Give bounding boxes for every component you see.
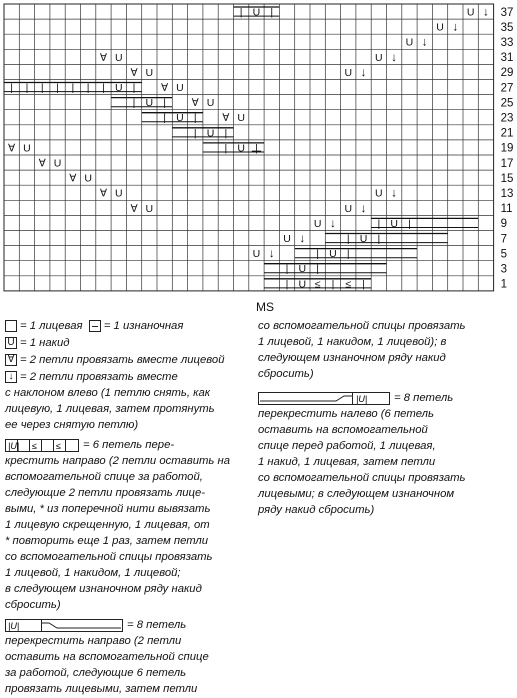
chart-symbol-k: | bbox=[10, 81, 14, 94]
chart-symbol-k2tog: ∀ bbox=[130, 66, 138, 79]
chart-symbol-yo: U bbox=[237, 112, 245, 125]
chart-symbol-k: | bbox=[25, 81, 29, 94]
chart-symbol-k: | bbox=[270, 6, 274, 19]
chart-symbol-k: | bbox=[377, 232, 381, 245]
chart-symbol-k: | bbox=[224, 127, 228, 140]
k2tog-icon: ∀ bbox=[5, 354, 17, 366]
chart-symbol-ssk: ↓ bbox=[360, 200, 367, 215]
row-number: 21 bbox=[500, 127, 514, 140]
yarn-over-icon: U bbox=[5, 337, 17, 349]
legend-right-continuation: со вспомогательной спицы провязать 1 лицевой, 1 накидом, 1 лицевой); в следующем изнаночном ряду накид сбросить) bbox=[258, 320, 466, 380]
chart-symbol-k2tog: ∀ bbox=[38, 157, 46, 170]
chart-symbol-k: | bbox=[331, 278, 335, 291]
chart-symbol-k2tog: ∀ bbox=[69, 172, 77, 185]
chart-symbol-k: | bbox=[224, 142, 228, 155]
chart-symbol-yo: U bbox=[176, 81, 184, 94]
legend-cross8-right: |U| = 8 петель перекрестить направо (2 петли оставить на вспомогательной спице за работой, следующие 6 петель провязать лицевыми, затем петли bbox=[5, 619, 209, 695]
row-number: 19 bbox=[500, 142, 514, 155]
chart-symbol-k: | bbox=[346, 232, 350, 245]
chart-symbol-ssk: ↓ bbox=[329, 215, 336, 230]
legend-ssk: ↓ = 2 петли провязать вместе с наклоном влево (1 петлю снять, как лицевую, 1 лицевая, затем протянуть ее через снятую петлю) bbox=[5, 371, 215, 431]
chart-symbol-yo: U bbox=[375, 187, 383, 200]
chart-symbol-k: | bbox=[285, 278, 289, 291]
chart-symbol-k2tog: ∀ bbox=[99, 187, 108, 200]
chart-symbol-k: | bbox=[163, 112, 167, 125]
chart-symbol-k: | bbox=[132, 97, 136, 110]
chart-symbol-k2tog: ∀ bbox=[222, 112, 230, 125]
chart-symbol-k2tog: ∀ bbox=[161, 81, 169, 94]
chart-symbol-k: | bbox=[56, 81, 59, 94]
chart-symbol-k: | bbox=[408, 217, 411, 230]
chart-symbol-yo: U bbox=[252, 248, 261, 261]
chart-symbol-ssk: ↓ bbox=[360, 64, 367, 79]
row-number: 37 bbox=[500, 6, 514, 19]
chart-title: MS bbox=[256, 300, 274, 314]
row-number: 3 bbox=[500, 263, 508, 276]
cross6-icon bbox=[5, 439, 79, 452]
chart-symbol-k: | bbox=[193, 112, 197, 125]
chart-symbol-yo: U bbox=[206, 97, 215, 110]
chart-symbol-ssk: ↓ bbox=[268, 246, 275, 261]
chart-symbol-k: | bbox=[71, 81, 75, 94]
chart-symbol-yo: U bbox=[206, 127, 215, 140]
chart-symbol-yo: U bbox=[145, 66, 154, 79]
chart-symbol-yo: U bbox=[298, 278, 307, 291]
row-number: 17 bbox=[500, 157, 514, 170]
chart-symbol-k2tog: ∀ bbox=[191, 97, 199, 110]
chart-symbol-yo: U bbox=[145, 97, 154, 110]
row-number: 27 bbox=[500, 82, 514, 95]
chart-symbol-twist: ≤ bbox=[345, 278, 352, 291]
chart-symbol-yo: U bbox=[237, 142, 245, 155]
row-number: 11 bbox=[500, 203, 513, 216]
row-number: 13 bbox=[500, 187, 514, 200]
chart-symbol-yo: U bbox=[145, 202, 154, 215]
chart-symbol-yo: U bbox=[344, 202, 353, 215]
chart-symbol-k: | bbox=[86, 81, 90, 94]
chart-symbol-yo: U bbox=[23, 142, 31, 155]
legend-left bbox=[5, 318, 255, 698]
chart-symbol-yo: U bbox=[466, 6, 475, 19]
chart-symbol-ssk: ↓ bbox=[299, 230, 306, 245]
legend-yo-row: U = 1 накид bbox=[5, 335, 255, 351]
chart-symbol-k: | bbox=[285, 263, 289, 276]
chart-symbol-ssk: ↓ bbox=[391, 49, 398, 64]
chart-symbol-yo: U bbox=[390, 217, 398, 230]
chart-symbol-yo: U bbox=[53, 157, 62, 170]
chart-symbol-k: | bbox=[346, 248, 350, 261]
legend-cross6: |U| ≤ ≤ = 6 петель пере- крестить направо (2 петли оставить на вспомогательной спице за работой, следующие 2 петли провязать лице- выми, * из поперечной нити вывязать 1 лицевую скрещенную, 1 лицевая, от * повторить еще 1 раз, затем петли со вспомогательной спицы провязать 1 лицевой, 1 накидом, 1 лицевой; в следующем изнаночном ряду накид сбросить) bbox=[5, 439, 231, 611]
legend-right bbox=[258, 318, 513, 519]
row-number: 9 bbox=[500, 218, 508, 231]
ssk-icon: ↓ bbox=[5, 371, 17, 383]
chart-symbol-yo: U bbox=[344, 66, 353, 79]
chart-symbol-k2tog: ∀ bbox=[130, 202, 138, 215]
chart-symbol-k2tog: ∀ bbox=[99, 51, 108, 64]
chart-symbol-ssk: ↓ bbox=[482, 4, 489, 19]
chart-symbol-yo: U bbox=[359, 232, 368, 245]
svg-text:|U|: |U| bbox=[8, 620, 20, 631]
knit-icon bbox=[5, 320, 17, 332]
chart-symbol-yo: U bbox=[283, 232, 291, 245]
svg-text:≤: ≤ bbox=[56, 440, 61, 451]
chart-symbol-yo: U bbox=[405, 36, 414, 49]
chart-symbol-yo: U bbox=[114, 81, 123, 94]
legend-cross8-left: |U| = 8 петель перекрестить налево (6 петель оставить на вспомогательной спице перед работой, 1 лицевая, 1 накид, 1 лицевая, затем петли со вспомогательной спицы провязать лицевыми; в следующем изнаночном ряду накид сбросить) bbox=[258, 392, 466, 516]
chart-symbol-k: | bbox=[239, 6, 243, 19]
svg-text:≤: ≤ bbox=[32, 440, 37, 451]
row-number: 5 bbox=[500, 248, 508, 261]
svg-text:|U|: |U| bbox=[356, 393, 368, 404]
cross8-right-icon bbox=[5, 619, 123, 632]
row-number: 31 bbox=[500, 52, 514, 65]
chart-symbol-k: | bbox=[316, 263, 320, 276]
chart-symbol-k: | bbox=[193, 127, 197, 140]
row-number: 15 bbox=[500, 172, 514, 185]
chart-symbol-yo: U bbox=[436, 21, 444, 34]
chart-symbol-yo: U bbox=[176, 112, 184, 125]
row-numbers bbox=[501, 7, 514, 291]
row-number: 23 bbox=[500, 112, 514, 125]
knitting-chart bbox=[0, 0, 517, 300]
chart-symbol-ssk: ↓ bbox=[421, 34, 428, 49]
chart-symbol-ssk: ↓ bbox=[391, 185, 398, 200]
legend-k2tog-row: ∀ = 2 петли провязать вместе лицевой bbox=[5, 352, 255, 368]
cross8-left-icon bbox=[258, 392, 390, 405]
chart-symbol-yo: U bbox=[329, 248, 337, 261]
chart-symbol-k: | bbox=[102, 81, 105, 94]
chart-symbol-ssk: ↓ bbox=[452, 19, 459, 34]
row-number: 35 bbox=[500, 21, 514, 34]
chart-symbol-yo: U bbox=[375, 51, 383, 64]
chart-symbol-k: | bbox=[362, 278, 365, 291]
chart-symbol-k: | bbox=[377, 217, 381, 230]
chart-symbol-k: | bbox=[316, 248, 320, 261]
chart-symbol-yo: U bbox=[313, 217, 322, 230]
row-number: 1 bbox=[500, 278, 508, 291]
chart-symbol-k: | bbox=[40, 81, 44, 94]
legend-knit-row: = 1 лицевая = 1 изнаночная bbox=[5, 318, 255, 334]
svg-text:|U|: |U| bbox=[8, 440, 20, 451]
chart-symbol-yo: U bbox=[114, 51, 123, 64]
chart-symbol-yo: U bbox=[114, 187, 123, 200]
row-number: 7 bbox=[500, 233, 508, 246]
chart-symbol-k2tog: ∀ bbox=[8, 142, 16, 155]
row-number: 29 bbox=[500, 67, 514, 80]
purl-icon bbox=[89, 320, 101, 332]
chart-symbol-yo: U bbox=[84, 172, 92, 185]
row-number: 33 bbox=[500, 36, 514, 49]
chart-symbol-k: | bbox=[255, 142, 258, 155]
chart-symbol-twist: ≤ bbox=[314, 278, 321, 291]
chart-symbol-k: | bbox=[132, 81, 136, 94]
row-number: 25 bbox=[500, 97, 514, 110]
chart-symbol-yo: U bbox=[252, 6, 261, 19]
chart-symbol-yo: U bbox=[298, 263, 307, 276]
chart-symbol-k: | bbox=[163, 97, 167, 110]
